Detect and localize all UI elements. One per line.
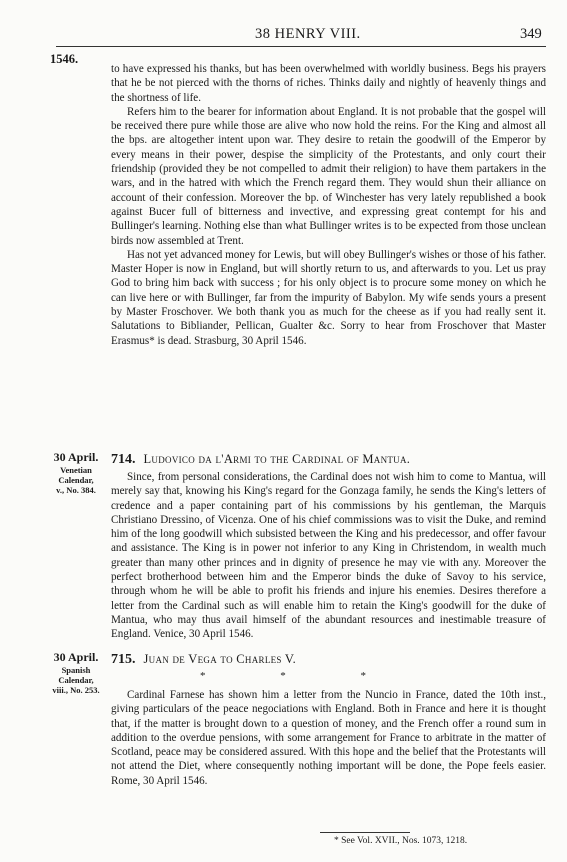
paragraph: Cardinal Farnese has shown him a letter from the Nuncio in France, dated the 10th inst., giving particulars of the peace negociations with England. Both in France and here it is thought that, if the matter is brought down to a question of money, and the French offer a round sum in addition to the overdue pensions, with some arrangement for France to arbitrate in the matter of Scotland, peace may be considered assured. With this hope and the belief that the Protestants will not attend the Diet, where consequently nothing important will be done, the Pope feels easier. Rome, 30 April 1546. [111, 689, 546, 787]
entry-714-heading [111, 452, 551, 468]
entry-title: Ludovico da l'Armi to the Cardinal of Mantua. [143, 452, 411, 466]
entry-date: 30 April. [53, 450, 99, 464]
entry-title: Juan de Vega to Charles V. [143, 652, 297, 666]
footnote: * See Vol. XVII., Nos. 1073, 1218. [334, 836, 468, 846]
paragraph: Since, from personal considerations, the Cardinal does not wish him to come to Mantua, will merely say that, knowing his King's regard for the Gonzaga family, he sends the King's letters of credence and a paper containing part of his commissions by his gentleman, the Marquis Christiano Dressino, of Vicenza. One of his chief commissions was to visit the Duke, and remind him of the long goodwill which subsisted between the King and his predecessor, and offer favour and assistance. The King is in power not inferior to any King in Christendom, in wealth much greater than many other princes and in dignity of presence he may vie with any. Moreover the perfect brotherhood between him and the Emperor binds the duke of Savoy to his service, through whom he will be able to profit his friends and injure his enemies. Desires therefore a letter from the Cardinal such as will enable him to retain the King's goodwill for the duke of Mantua, who may thus avail himself of the abundant resources and inestimable treasure of England. Venice, 30 April 1546. [111, 471, 546, 641]
source-ref: Calendar, [58, 675, 94, 685]
entry-715-margin [46, 652, 106, 695]
paragraph: to have expressed his thanks, but has been overwhelmed with worldly business. Begs his prayers that he be not pierced with the thorns of riches. Thinks daily and nightly of heavenly things and the shortness of life. [111, 63, 546, 104]
margin-year: 1546. [50, 52, 79, 66]
entry-number: 715. [111, 652, 136, 667]
entry-714-text [111, 470, 546, 642]
source-ref: Venetian [60, 465, 92, 475]
page-number: 349 [520, 26, 542, 42]
entry-number: 714. [111, 452, 136, 467]
entry-714-margin [46, 452, 106, 495]
source-ref: Spanish [61, 665, 91, 675]
entry-715-heading [111, 652, 551, 668]
source-ref: viii., No. 253. [52, 685, 100, 695]
entry-date: 30 April. [53, 650, 99, 664]
source-ref: v., No. 384. [56, 485, 96, 495]
header-rule [56, 46, 546, 47]
omission-asterisks: * * * [200, 670, 402, 682]
entry-715-text [111, 688, 546, 788]
running-header [0, 26, 567, 46]
continuation-text [111, 62, 546, 348]
running-title: 38 HENRY VIII. [255, 26, 361, 42]
footnote-rule [320, 832, 410, 833]
paragraph: Has not yet advanced money for Lewis, but will obey Bullinger's wishes or those of his father. Master Hoper is now in England, but will shortly return to us, and afterwards to you. Let us pray God to bring him back with success ; for his only object is to procure some money on which he can live here or with Bullinger, far from the impurity of Babylon. My wife sends yours a present by Master Froschover. We both thank you as much for the cheese as if you had really sent it. Salutations to Bibliander, Pellican, Gualter &c. Sorry to hear from Froschover that Master Erasmus* is dead. Strasburg, 30 April 1546. [111, 248, 546, 347]
paragraph: Refers him to the bearer for information about England. It is not probable that the gospel will be received there pure while those are alive who now hold the reins. For the King and almost all the bps. are altogether intent upon war. They desire to retain the goodwill of the Emperor by every means in their power, despise the simplicity of the Protestants, and only court their friendship (provided they be not compelled to admit their religion) to have them partakers in the wars, and in the hatred with which the French regard them. They would shun their alliance on account of their confession. Moreover the bp. of Winchester has very lately republished a book against Bucer full of bitterness and invective, and expressing great contempt for his and Bullinger's learning. Nothing else than what Bullinger writes is to be expected from those unclean birds now assembled at Trent. [111, 105, 546, 247]
source-ref: Calendar, [58, 475, 94, 485]
